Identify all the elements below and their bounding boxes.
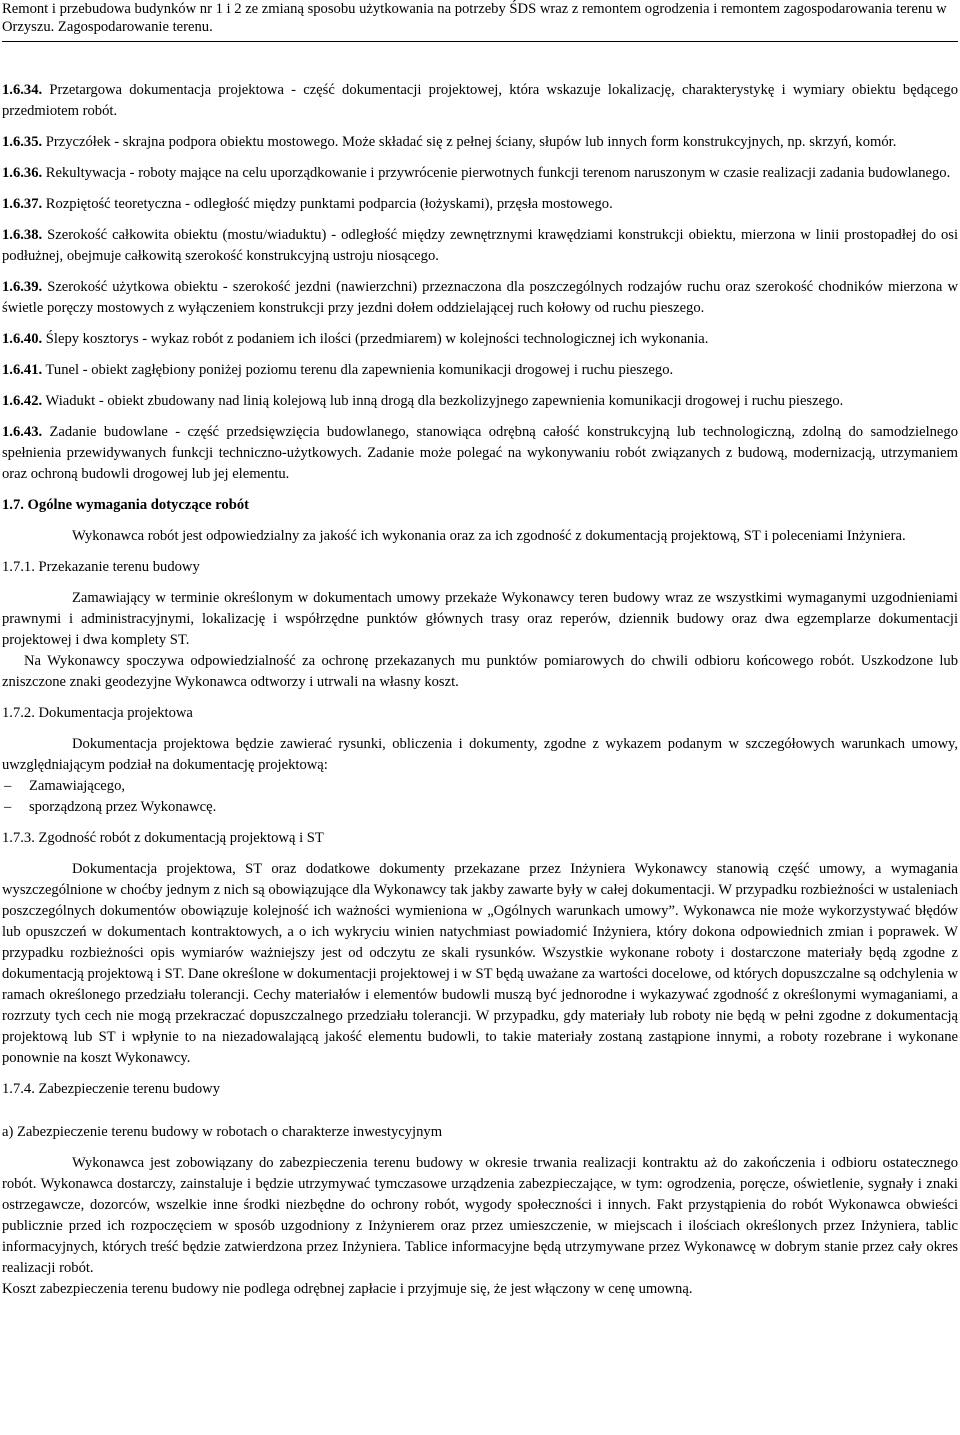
definition <box>2 277 958 319</box>
definition <box>2 163 958 184</box>
definition-number: 1.6.36. <box>2 165 43 181</box>
section-1-7-4-paragraph-2: Koszt zabezpieczenia terenu budowy nie podlega odrębnej zapłacie i przyjmuje się, że jest włączony w cenę umowną. <box>2 1281 693 1297</box>
section-1-7-1-paragraph-1: Zamawiający w terminie określonym w dokumentach umowy przekaże Wykonawcy teren budowy wraz ze wszystkimi wymaganymi uzgodnieniami prawnymi i administracyjnymi, lokalizację i współrzędne punktów głównych trasy oraz reperów, dziennik budowy oraz dwa egzemplarze dokumentacji projektowej i dwa komplety ST. <box>2 590 958 648</box>
definition <box>2 329 958 350</box>
definition-number: 1.6.38. <box>2 227 43 243</box>
definition-text: Przyczółek - skrajna podpora obiektu mostowego. Może składać się z pełnej ściany, słupów lub innych form konstrukcyjnych, np. skrzyń, komór. <box>45 134 897 150</box>
section-heading-1-7-4: 1.7.4. Zabezpieczenie terenu budowy <box>2 1081 221 1097</box>
definition-number: 1.6.34. <box>2 82 43 98</box>
definition-text: Przetargowa dokumentacja projektowa - część dokumentacji projektowej, która wskazuje lokalizację, charakterystykę i wymiary obiektu będącego przedmiotem robót. <box>2 82 958 119</box>
definition-text: Rozpiętość teoretyczna - odległość między punktami podparcia (łożyskami), przęsła mostowego. <box>45 196 613 212</box>
definition <box>2 391 958 412</box>
definition-number: 1.6.37. <box>2 196 43 212</box>
header-line-1: Remont i przebudowa budynków nr 1 i 2 ze zmianą sposobu użytkowania na potrzeby ŚDS wraz z remontem ogrodzenia i remontem zagospodarowania terenu w <box>2 1 947 17</box>
section-heading-1-7-1: 1.7.1. Przekazanie terenu budowy <box>2 559 200 575</box>
subsection-a-heading: a) Zabezpieczenie terenu budowy w robotach o charakterze inwestycyjnym <box>2 1124 443 1140</box>
definition-text: Wiadukt - obiekt zbudowany nad linią kolejową lub inną drogą dla bezkolizyjnego zapewnienia komunikacji drogowej i ruchu pieszego. <box>45 393 844 409</box>
definition-number: 1.6.35. <box>2 134 43 150</box>
definition-number: 1.6.39. <box>2 279 43 295</box>
definition <box>2 422 958 485</box>
definition-number: 1.6.40. <box>2 331 43 347</box>
running-header <box>2 0 958 42</box>
definition <box>2 80 958 122</box>
section-1-7-1-paragraph-2: Na Wykonawcy spoczywa odpowiedzialność za ochronę przekazanych mu punktów pomiarowych do chwili odbioru końcowego robót. Uszkodzone lub zniszczone znaki geodezyjne Wykonawca odtworzy i utrwali na własny koszt. <box>2 653 958 690</box>
section-1-7-4-paragraph-1: Wykonawca jest zobowiązany do zabezpieczenia terenu budowy w okresie trwania realizacji kontraktu aż do zakończenia i odbioru ostatecznego robót. Wykonawca dostarczy, zainstaluje i będzie utrzymywać tymczasowe urządzenia zabezpieczające, w tym: ogrodzenia, poręcze, oświetlenie, sygnały i znaki ostrzegawcze, dozorców, wszelkie inne środki niezbędne do ochrony robót, wygody społeczności i innych. Fakt przystąpienia do robót Wykonawca obwieści publicznie przed ich rozpoczęciem w sposób uzgodniony z Inżynierem oraz przez umieszczenie, w miejscach i ilościach określonych przez Inżyniera, tablic informacyjnych, których treść będzie zatwierdzona przez Inżyniera. Tablice informacyjne będą utrzymywane przez Wykonawcę w dobrym stanie przez cały okres realizacji robót. <box>2 1155 958 1276</box>
section-1-7-paragraph: Wykonawca robót jest odpowiedzialny za jakość ich wykonania oraz za ich zgodność z dokumentacją projektową, ST i poleceniami Inżyniera. <box>72 528 906 544</box>
section-1-7-2-list <box>2 776 958 818</box>
definition <box>2 225 958 267</box>
document-page <box>2 0 958 1300</box>
definition-text: Tunel - obiekt zagłębiony poniżej poziomu terenu dla zapewnienia komunikacji drogowej i ruchu pieszego. <box>45 362 674 378</box>
list-item: – Zamawiającego, <box>2 776 958 797</box>
definition <box>2 194 958 215</box>
definition-number: 1.6.42. <box>2 393 43 409</box>
definition <box>2 132 958 153</box>
header-line-2: Orzyszu. Zagospodarowanie terenu. <box>2 19 213 35</box>
list-item: – sporządzoną przez Wykonawcę. <box>2 797 958 818</box>
definition-text: Zadanie budowlane - część przedsięwzięcia budowlanego, stanowiąca odrębną całość konstrukcyjną lub technologiczną, zdolną do samodzielnego spełnienia przewidywanych funkcji techniczno-użytkowych. Zadanie może polegać na wykonywaniu robót związanych z budową, modernizacją, utrzymaniem oraz ochroną budowli drogowej lub jej elementu. <box>2 424 958 482</box>
section-heading-1-7 <box>2 495 958 516</box>
section-heading-1-7-2: 1.7.2. Dokumentacja projektowa <box>2 705 193 721</box>
section-number: 1.7. <box>2 497 24 513</box>
definitions-list <box>2 80 958 485</box>
definition <box>2 360 958 381</box>
section-1-7-2-paragraph: Dokumentacja projektowa będzie zawierać rysunki, obliczenia i dokumenty, zgodne z wykazem podanym w szczegółowych warunkach umowy, uwzględniającym podział na dokumentację projektową: <box>2 736 958 773</box>
section-1-7-3-paragraph: Dokumentacja projektowa, ST oraz dodatkowe dokumenty przekazane przez Inżyniera Wykonawcy stanowią część umowy, a wymagania wyszczególnione w choćby jednym z nich są obowiązujące dla Wykonawcy tak jakby zawarte były w całej dokumentacji. W przypadku rozbieżności w ustaleniach poszczególnych dokumentów obowiązuje kolejność ich ważności wymieniona w „Ogólnych warunkach umowy”. Wykonawca nie może wykorzystywać błędów lub opuszczeń w dokumentach kontraktowych, a o ich wykryciu winien natychmiast powiadomić Inżyniera, który dokona odpowiednich zmian i poprawek. W przypadku rozbieżności opis wymiarów ważniejszy jest od odczytu ze skali rysunków. Wszystkie wykonane roboty i dostarczone materiały będą zgodne z dokumentacją projektową i ST. Dane określone w dokumentacji projektowej i w ST będą uważane za wartości docelowe, od których dopuszczalne są odchylenia w ramach określonego przedziału tolerancji. Cechy materiałów i elementów budowli muszą być jednorodne i wykazywać zgodność z określonymi wymaganiami, a rozrzuty tych cech nie mogą przekraczać dopuszczalnego przedziału tolerancji. W przypadku, gdy materiały lub roboty nie będą w pełni zgodne z dokumentacją projektową lub ST i wpłynie to na niezadowalającą jakość elementu budowli, to takie materiały zostaną zastąpione innymi, a roboty rozebrane i wykonane ponownie na koszt Wykonawcy. <box>2 861 958 1066</box>
definition-number: 1.6.43. <box>2 424 43 440</box>
section-title: Ogólne wymagania dotyczące robót <box>27 497 249 513</box>
definition-text: Ślepy kosztorys - wykaz robót z podaniem ich ilości (przedmiarem) w kolejności technologicznej ich wykonania. <box>45 331 709 347</box>
definition-number: 1.6.41. <box>2 362 43 378</box>
definition-text: Rekultywacja - roboty mające na celu uporządkowanie i przywrócenie pierwotnych funkcji terenom naruszonym w czasie realizacji zadania budowlanego. <box>45 165 951 181</box>
definition-text: Szerokość całkowita obiektu (mostu/wiaduktu) - odległość między zewnętrznymi krawędziami konstrukcji obiektu, mierzona w linii prostopadłej do osi podłużnej, obejmuje całkowitą szerokość konstrukcyjną ustroju niosącego. <box>2 227 958 264</box>
definition-text: Szerokość użytkowa obiektu - szerokość jezdni (nawierzchni) przeznaczona dla poszczególnych rodzajów ruchu oraz szerokość chodników mierzona w świetle poręczy mostowych z wyłączeniem konstrukcji przy jezdni dołem oddzielającej ruch kołowy od ruchu pieszego. <box>2 279 958 316</box>
section-heading-1-7-3: 1.7.3. Zgodność robót z dokumentacją projektową i ST <box>2 830 324 846</box>
